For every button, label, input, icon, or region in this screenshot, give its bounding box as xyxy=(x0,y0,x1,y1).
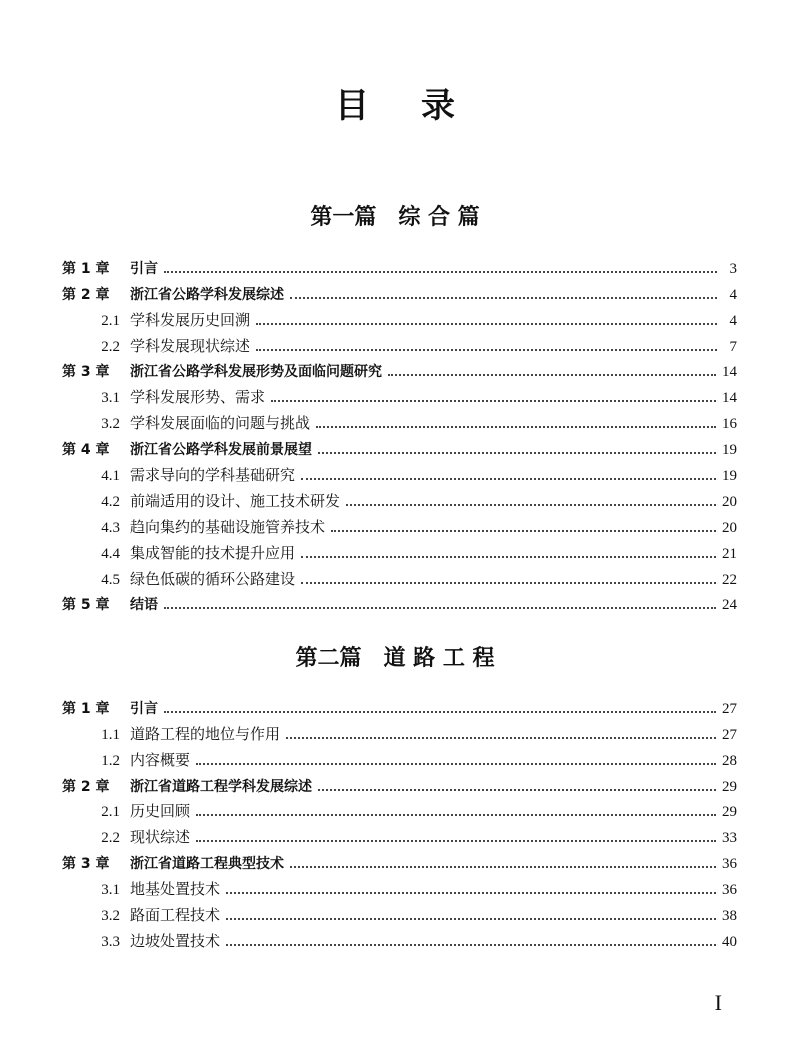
toc-entry-number: 3.1 xyxy=(101,390,120,407)
toc-entry-section[interactable] xyxy=(62,821,737,847)
toc-entry-title: 浙江省公路学科发展形势及面临问题研究 xyxy=(130,364,382,381)
toc-entry-number: 1.2 xyxy=(101,752,120,769)
toc-entry-title: 引言 xyxy=(130,700,158,717)
toc-entry-page: 14 xyxy=(722,364,737,381)
toc-leader-dots xyxy=(301,478,716,480)
toc-leader-dots xyxy=(196,763,716,765)
toc-entry-number: 4.5 xyxy=(101,571,120,588)
toc-entry-title: 内容概要 xyxy=(130,750,191,769)
toc-entry-title: 前端适用的设计、施工技术研发 xyxy=(130,491,341,510)
toc-leader-dots xyxy=(164,607,716,609)
toc-entry-page: 38 xyxy=(722,908,737,925)
toc-entry-chapter[interactable] xyxy=(62,589,737,615)
toc-entry-title: 趋向集约的基础设施管养技术 xyxy=(130,517,326,536)
toc-entry-page: 27 xyxy=(722,700,737,717)
part-2-heading-name: 道 路 工 程 xyxy=(383,645,495,671)
part-2-heading xyxy=(0,641,790,672)
toc-entry-section[interactable] xyxy=(62,718,737,744)
toc-part-2 xyxy=(62,692,737,951)
toc-leader-dots xyxy=(164,711,716,713)
toc-entry-number: 2.1 xyxy=(101,312,120,329)
toc-entry-chapter[interactable] xyxy=(62,252,737,278)
toc-entry-number: 2.2 xyxy=(101,338,120,355)
toc-entry-page: 21 xyxy=(722,545,737,562)
toc-entry-section[interactable] xyxy=(62,330,737,356)
toc-entry-chapter[interactable] xyxy=(62,692,737,718)
toc-part-1 xyxy=(62,252,737,614)
toc-leader-dots xyxy=(290,297,717,299)
toc-entry-section[interactable] xyxy=(62,304,737,330)
part-1-heading-name: 综 合 篇 xyxy=(398,204,480,230)
toc-entry-number: 4.2 xyxy=(101,493,120,510)
toc-entry-chapter[interactable] xyxy=(62,847,737,873)
toc-entry-page: 14 xyxy=(722,390,737,407)
toc-entry-number: 3.3 xyxy=(101,933,120,950)
page-number: I xyxy=(714,990,722,1015)
toc-leader-dots xyxy=(318,452,716,454)
toc-entry-number: 1.1 xyxy=(101,726,120,743)
toc-entry-page: 29 xyxy=(722,804,737,821)
toc-entry-page: 22 xyxy=(722,571,737,588)
toc-entry-section[interactable] xyxy=(62,537,737,563)
toc-leader-dots xyxy=(331,530,716,532)
toc-entry-title: 路面工程技术 xyxy=(130,906,221,925)
toc-leader-dots xyxy=(301,556,716,558)
toc-entry-number: 第 4 章 xyxy=(62,442,110,459)
toc-entry-number: 3.2 xyxy=(101,416,120,433)
toc-entry-number: 第 3 章 xyxy=(62,364,110,381)
toc-leader-dots xyxy=(196,840,716,842)
toc-entry-page: 29 xyxy=(722,778,737,795)
toc-entry-title: 浙江省道路工程典型技术 xyxy=(130,856,284,873)
toc-entry-page: 36 xyxy=(722,856,737,873)
toc-entry-page: 24 xyxy=(722,597,737,614)
toc-leader-dots xyxy=(301,582,716,584)
part-1-heading-prefix: 第一篇 xyxy=(310,204,377,230)
toc-leader-dots xyxy=(226,892,716,894)
toc-entry-page: 20 xyxy=(722,493,737,510)
toc-entry-number: 4.3 xyxy=(101,519,120,536)
toc-entry-title: 道路工程的地位与作用 xyxy=(130,724,281,743)
toc-entry-chapter[interactable] xyxy=(62,278,737,304)
toc-entry-section[interactable] xyxy=(62,407,737,433)
toc-entry-title: 集成智能的技术提升应用 xyxy=(130,543,296,562)
toc-entry-title: 边坡处置技术 xyxy=(130,931,221,950)
toc-leader-dots xyxy=(318,789,716,791)
toc-entry-section[interactable] xyxy=(62,899,737,925)
toc-leader-dots xyxy=(286,737,716,739)
toc-entry-number: 3.1 xyxy=(101,882,120,899)
part-1-heading xyxy=(0,200,790,231)
toc-entry-section[interactable] xyxy=(62,563,737,589)
toc-leader-dots xyxy=(164,271,717,273)
toc-entry-title: 需求导向的学科基础研究 xyxy=(130,466,296,485)
toc-entry-title: 学科发展面临的问题与挑战 xyxy=(130,414,311,433)
toc-entry-title: 学科发展历史回溯 xyxy=(130,310,251,329)
toc-entry-title: 浙江省公路学科发展综述 xyxy=(130,286,284,303)
toc-entry-page: 7 xyxy=(729,338,737,355)
toc-entry-page: 36 xyxy=(722,882,737,899)
toc-entry-title: 浙江省道路工程学科发展综述 xyxy=(130,778,312,795)
toc-entry-number: 第 2 章 xyxy=(62,778,110,795)
toc-entry-section[interactable] xyxy=(62,796,737,822)
toc-entry-number: 4.4 xyxy=(101,545,120,562)
toc-leader-dots xyxy=(290,866,716,868)
toc-entry-section[interactable] xyxy=(62,381,737,407)
toc-entry-title: 历史回顾 xyxy=(130,802,191,821)
toc-entry-page: 28 xyxy=(722,752,737,769)
toc-entry-page: 3 xyxy=(729,260,737,277)
toc-entry-number: 第 5 章 xyxy=(62,597,110,614)
toc-leader-dots xyxy=(256,349,717,351)
toc-entry-section[interactable] xyxy=(62,511,737,537)
toc-entry-section[interactable] xyxy=(62,873,737,899)
part-2-heading-prefix: 第二篇 xyxy=(295,645,362,671)
toc-entry-page: 4 xyxy=(729,312,737,329)
toc-entry-number: 第 1 章 xyxy=(62,260,110,277)
toc-entry-page: 19 xyxy=(722,468,737,485)
toc-entry-chapter[interactable] xyxy=(62,356,737,382)
toc-entry-section[interactable] xyxy=(62,485,737,511)
toc-entry-chapter[interactable] xyxy=(62,433,737,459)
toc-entry-title: 现状综述 xyxy=(130,828,191,847)
toc-entry-page: 16 xyxy=(722,416,737,433)
toc-entry-page: 19 xyxy=(722,442,737,459)
toc-leader-dots xyxy=(316,426,716,428)
toc-leader-dots xyxy=(196,814,716,816)
toc-entry-title: 学科发展形势、需求 xyxy=(130,388,266,407)
toc-entry-page: 4 xyxy=(729,286,737,303)
toc-entry-number: 2.1 xyxy=(101,804,120,821)
toc-entry-title: 地基处置技术 xyxy=(130,880,221,899)
toc-leader-dots xyxy=(226,944,716,946)
toc-leader-dots xyxy=(271,400,716,402)
toc-leader-dots xyxy=(256,323,717,325)
toc-entry-page: 27 xyxy=(722,726,737,743)
toc-leader-dots xyxy=(388,374,716,376)
toc-entry-section[interactable] xyxy=(62,925,737,951)
toc-entry-section[interactable] xyxy=(62,459,737,485)
toc-entry-title: 引言 xyxy=(130,260,158,277)
toc-entry-title: 浙江省公路学科发展前景展望 xyxy=(130,442,312,459)
toc-entry-page: 20 xyxy=(722,519,737,536)
toc-leader-dots xyxy=(226,918,716,920)
page-title: 目录 xyxy=(335,86,507,126)
toc-entry-number: 3.2 xyxy=(101,908,120,925)
part-2 xyxy=(0,641,790,672)
toc-entry-page: 33 xyxy=(722,830,737,847)
toc-entry-section[interactable] xyxy=(62,744,737,770)
toc-entry-title: 绿色低碳的循环公路建设 xyxy=(130,569,296,588)
part-1 xyxy=(0,200,790,231)
toc-entry-title: 结语 xyxy=(130,597,158,614)
toc-entry-page: 40 xyxy=(722,933,737,950)
toc-leader-dots xyxy=(346,504,716,506)
toc-entry-number: 第 1 章 xyxy=(62,700,110,717)
toc-entry-number: 第 2 章 xyxy=(62,286,110,303)
toc-entry-chapter[interactable] xyxy=(62,770,737,796)
toc-entry-number: 4.1 xyxy=(101,468,120,485)
toc-entry-title: 学科发展现状综述 xyxy=(130,336,251,355)
toc-entry-number: 2.2 xyxy=(101,830,120,847)
toc-entry-number: 第 3 章 xyxy=(62,856,110,873)
